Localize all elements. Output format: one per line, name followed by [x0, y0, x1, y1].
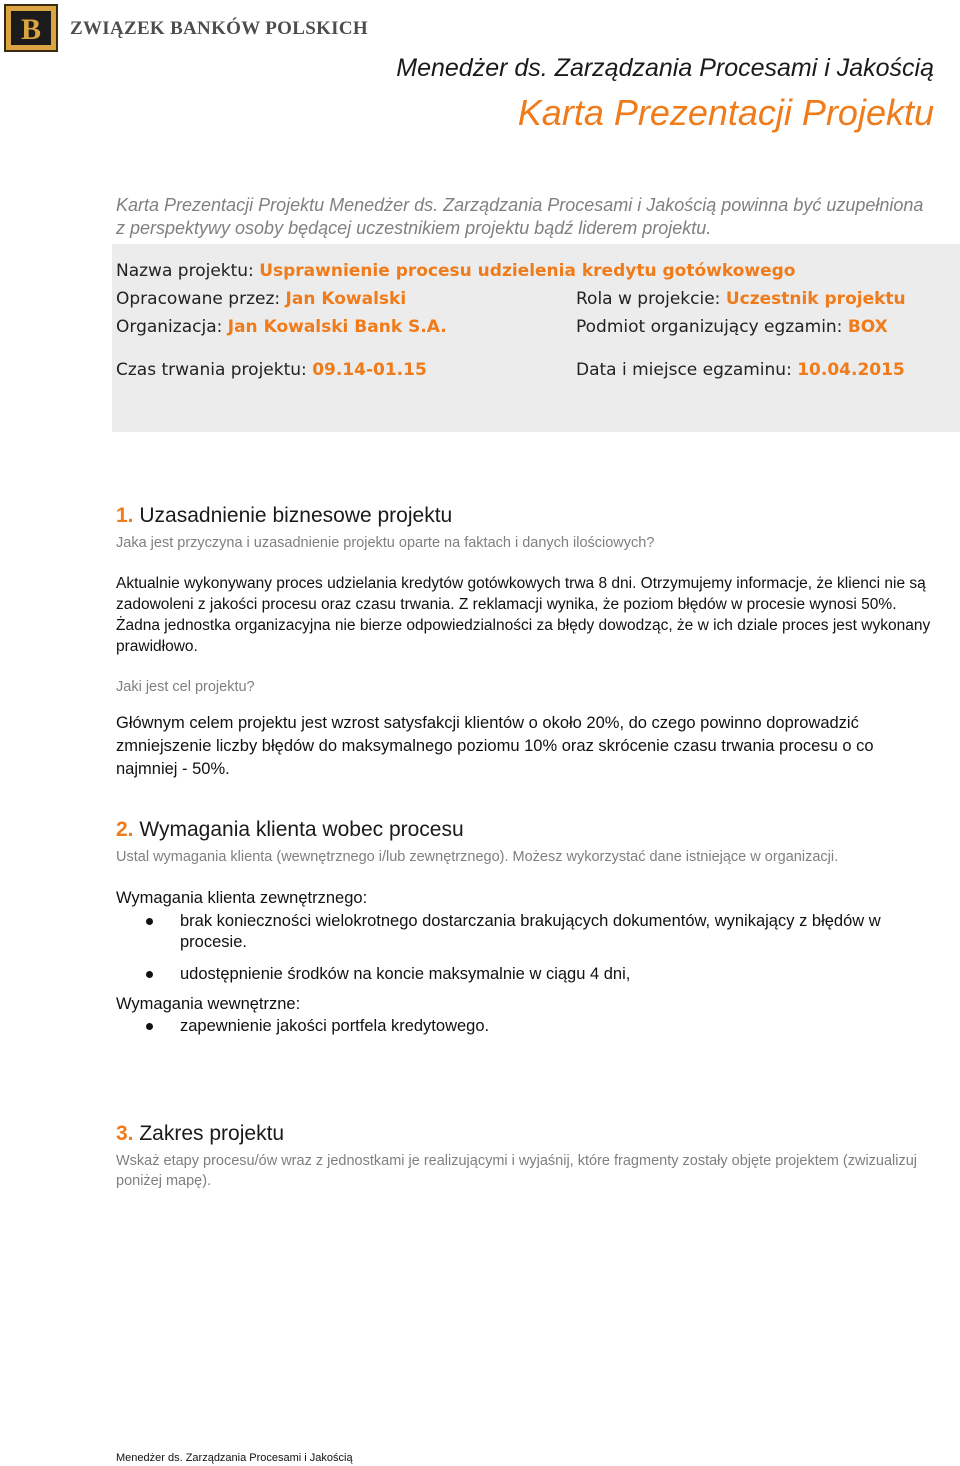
section-3-number: 3.: [116, 1122, 134, 1145]
duration-row: [116, 360, 427, 380]
section-2-heading: [116, 818, 464, 842]
role-label: Rola w projekcie:: [576, 289, 721, 309]
organization-row: [116, 317, 447, 337]
prepared-by-row: [116, 289, 406, 309]
role-row: [576, 289, 906, 309]
logo-emblem: [10, 10, 52, 46]
exam-org-row: [576, 317, 888, 337]
section-3-hint: Wskaż etapy procesu/ów wraz z jednostkami je realizującymi i wyjaśnij, które fragmenty zostały objęte projektem (zwizualizuj poniżej mapę).: [116, 1153, 918, 1189]
section-1-hint: Jaka jest przyczyna i uzasadnienie projektu oparte na faktach i danych ilościowych?: [116, 535, 655, 551]
section-1-number: 1.: [116, 504, 134, 527]
organization-value: Jan Kowalski Bank S.A.: [227, 317, 447, 337]
bullet-icon: [146, 918, 153, 925]
bullet-icon: [146, 971, 153, 978]
project-info-box: [112, 244, 960, 432]
external-requirements-label: Wymagania klienta zewnętrznego:: [116, 889, 368, 907]
document-title: Menedżer ds. Zarządzania Procesami i Jakością: [396, 54, 934, 82]
bullet-icon: [146, 1023, 153, 1030]
exam-date-row: [576, 360, 905, 380]
internal-requirements-label: Wymagania wewnętrzne:: [116, 995, 301, 1013]
project-name-label: Nazwa projektu:: [116, 261, 254, 281]
section-1-hint-2: Jaki jest cel projektu?: [116, 679, 255, 695]
org-name: ZWIĄZEK BANKÓW POLSKICH: [70, 18, 368, 39]
prepared-by-value: Jan Kowalski: [285, 289, 407, 309]
page-footer: Menedżer ds. Zarządzania Procesami i Jakością: [116, 1452, 353, 1464]
section-2-number: 2.: [116, 818, 134, 841]
logo: [4, 4, 58, 52]
exam-date-value: 10.04.2015: [797, 360, 905, 380]
duration-label: Czas trwania projektu:: [116, 360, 307, 380]
section-3-title: Zakres projektu: [139, 1122, 285, 1145]
list-item: udostępnienie środków na koncie maksymalnie w ciągu 4 dni,: [140, 964, 940, 985]
logo-letter: B: [20, 13, 41, 46]
internal-requirements-list: [140, 1016, 940, 1037]
prepared-by-label: Opracowane przez:: [116, 289, 281, 309]
section-2-title: Wymagania klienta wobec procesu: [139, 818, 464, 841]
section-1-heading: [116, 504, 452, 528]
exam-date-label: Data i miejsce egzaminu:: [576, 360, 792, 380]
project-name-value: Usprawnienie procesu udzielenia kredytu gotówkowego: [259, 261, 796, 281]
section-1-body: Aktualnie wykonywany proces udzielania kredytów gotówkowych trwa 8 dni. Otrzymujemy informacje, że klienci nie są zadowoleni z jakości procesu oraz czasu trwania. Z reklamacji wynika, że poziom błędów w procesie wynosi 50%. Żadna jednostka organizacyjna nie bierze odpowiedzialności za błędy dowodząc, że w ich dziale proces jest wykonany prawidłowo.: [116, 575, 931, 655]
document-subtitle: Karta Prezentacji Projektu: [517, 92, 934, 133]
external-requirements-list: [140, 911, 940, 985]
organization-label: Organizacja:: [116, 317, 223, 337]
intro-text: Karta Prezentacji Projektu Menedżer ds. Zarządzania Procesami i Jakością powinna być uzupełniona z perspektywy osoby będącej uczestnikiem projektu bądź liderem projektu.: [116, 195, 924, 238]
section-1-goal: Głównym celem projektu jest wzrost satysfakcji klientów o około 20%, do czego powinno doprowadzić zmniejszenie liczby błędów do maksymalnego poziomu 10% oraz skrócenie czasu trwania procesu o co najmniej - 50%.: [116, 714, 874, 778]
duration-value: 09.14-01.15: [312, 360, 427, 380]
exam-org-value: BOX: [847, 317, 888, 337]
section-2-hint: Ustal wymagania klienta (wewnętrznego i/lub zewnętrznego). Możesz wykorzystać dane istniejące w organizacji.: [116, 849, 839, 865]
role-value: Uczestnik projektu: [725, 289, 906, 309]
list-item: brak konieczności wielokrotnego dostarczania brakujących dokumentów, wynikający z błędów w procesie.: [140, 911, 940, 953]
list-item: zapewnienie jakości portfela kredytowego.: [140, 1016, 940, 1037]
project-name-row: [116, 261, 795, 281]
exam-org-label: Podmiot organizujący egzamin:: [576, 317, 843, 337]
section-1-title: Uzasadnienie biznesowe projektu: [139, 504, 453, 527]
section-3-heading: [116, 1122, 284, 1146]
